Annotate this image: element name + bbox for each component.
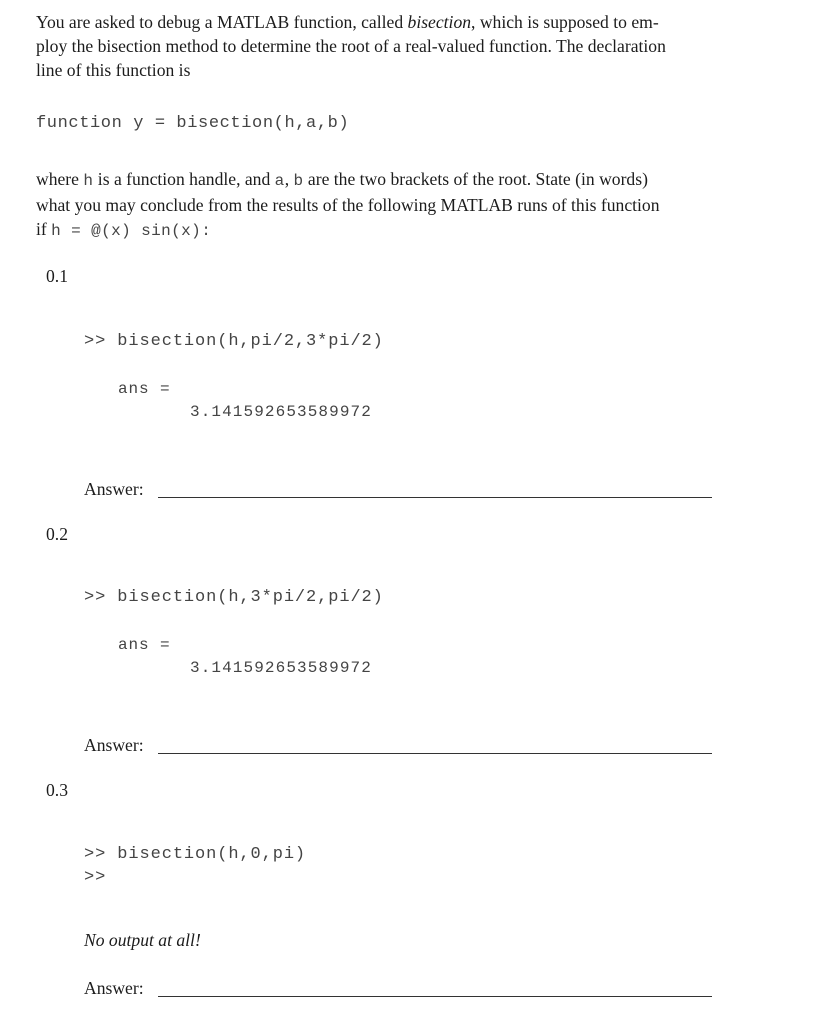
answer-row-1 xyxy=(84,479,714,503)
matlab-command-2: >> bisection(h,3*pi/2,pi/2) xyxy=(84,588,384,607)
answer-label: Answer: xyxy=(84,978,144,998)
question-label-1: 0.1 xyxy=(46,266,68,286)
answer-blank-line[interactable] xyxy=(158,497,712,498)
description-paragraph xyxy=(36,167,742,243)
matlab-prompt: >> xyxy=(84,868,107,887)
description-line-1 xyxy=(36,167,742,193)
intro-text: , which is supposed to em- xyxy=(471,12,659,32)
answer-row-2 xyxy=(84,735,714,759)
description-line-2 xyxy=(36,193,742,217)
intro-paragraph xyxy=(36,10,742,82)
intro-text: You are asked to debug a MATLAB function, called xyxy=(36,12,408,32)
matlab-command-1: >> bisection(h,pi/2,3*pi/2) xyxy=(84,332,384,351)
description-text: where xyxy=(36,169,84,189)
description-text: : xyxy=(201,222,212,240)
function-declaration: function y = bisection(h,a,b) xyxy=(36,114,350,133)
ans-value-2: 3.141592653589972 xyxy=(190,659,372,677)
intro-text: line of this function is xyxy=(36,60,191,80)
description-text: what you may conclude from the results of the following MATLAB runs of this function xyxy=(36,195,660,215)
inline-code-a: a xyxy=(274,172,285,190)
description-text: are the two brackets of the root. State (in words) xyxy=(303,169,648,189)
inline-code-h: h xyxy=(83,172,94,190)
intro-line-2 xyxy=(36,34,742,58)
ans-value-1: 3.141592653589972 xyxy=(190,403,372,421)
inline-code-b: b xyxy=(293,172,304,190)
answer-row-3 xyxy=(84,978,714,1002)
description-text: , xyxy=(284,169,294,189)
ans-label-2: ans = xyxy=(118,636,171,654)
answer-blank-line[interactable] xyxy=(158,753,712,754)
description-text: if xyxy=(36,219,52,239)
intro-line-3 xyxy=(36,58,742,82)
intro-text: ploy the bisection method to determine the root of a real-valued function. The declaration xyxy=(36,36,666,56)
answer-label: Answer: xyxy=(84,735,144,755)
answer-blank-line[interactable] xyxy=(158,996,712,997)
question-label-3: 0.3 xyxy=(46,780,68,800)
answer-label: Answer: xyxy=(84,479,144,499)
description-line-3 xyxy=(36,217,742,243)
inline-code-handle: h = @(x) sin(x) xyxy=(51,222,202,240)
description-text: is a function handle, and xyxy=(93,169,275,189)
function-name: bisection xyxy=(407,12,472,32)
intro-line-1 xyxy=(36,10,742,34)
matlab-command-3: >> bisection(h,0,pi) xyxy=(84,845,307,864)
question-label-2: 0.2 xyxy=(46,524,68,544)
no-output-note: No output at all! xyxy=(84,930,201,950)
ans-label-1: ans = xyxy=(118,380,171,398)
